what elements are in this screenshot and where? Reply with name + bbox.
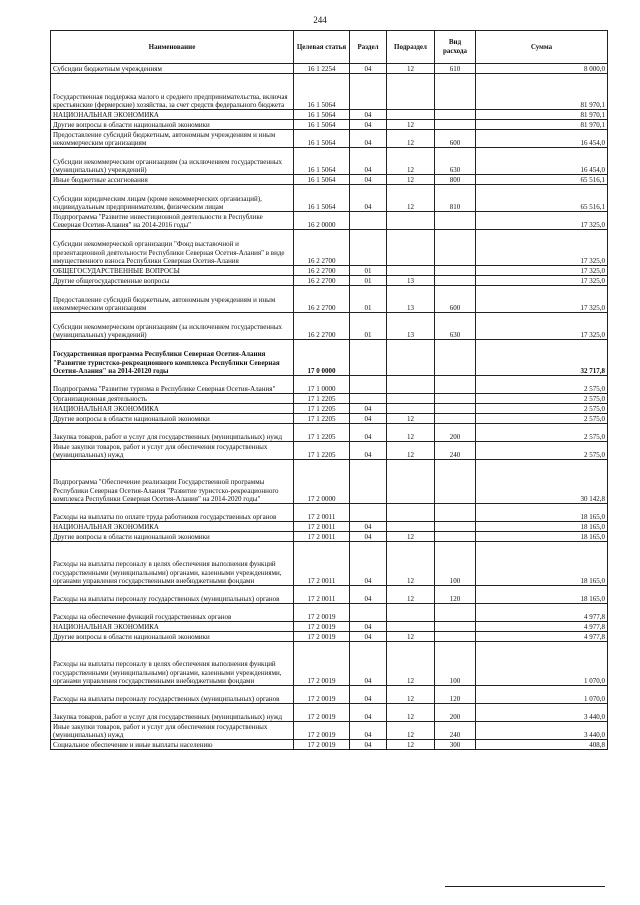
cell-expense-type: 120 — [435, 686, 476, 704]
cell-expense-type — [435, 604, 476, 622]
cell-section: 04 — [350, 722, 387, 740]
table-row — [51, 340, 608, 376]
cell-code: 17 2 0011 — [294, 522, 350, 532]
cell-expense-type — [435, 522, 476, 532]
cell-name: Государственная поддержка малого и среднего предпринимательства, включая крестьянские (фермерские) хозяйства, за счет средств федерального бюджета — [51, 74, 294, 110]
table-row — [51, 404, 608, 414]
cell-name: Расходы на выплаты персоналу государственных (муниципальных) органов — [51, 586, 294, 604]
cell-subsection — [387, 394, 435, 404]
cell-section — [350, 394, 387, 404]
cell-name: Другие общегосударственные вопросы — [51, 276, 294, 286]
cell-section: 04 — [350, 686, 387, 704]
cell-amount: 17 325,0 — [476, 230, 608, 266]
cell-expense-type — [435, 110, 476, 120]
cell-code: 16 2 2700 — [294, 313, 350, 340]
cell-expense-type — [435, 404, 476, 414]
cell-subsection — [387, 230, 435, 266]
cell-amount: 17 325,0 — [476, 212, 608, 230]
table-row — [51, 394, 608, 404]
table-row — [51, 586, 608, 604]
cell-name: Расходы на выплаты персоналу государственных (муниципальных) органов — [51, 686, 294, 704]
table-row — [51, 286, 608, 313]
cell-expense-type: 600 — [435, 286, 476, 313]
cell-expense-type — [435, 532, 476, 542]
cell-expense-type — [435, 622, 476, 632]
cell-section — [350, 604, 387, 622]
cell-code: 17 2 0011 — [294, 532, 350, 542]
cell-expense-type — [435, 74, 476, 110]
cell-expense-type: 800 — [435, 175, 476, 185]
cell-section: 04 — [350, 175, 387, 185]
cell-amount: 16 454,0 — [476, 130, 608, 148]
cell-expense-type — [435, 394, 476, 404]
cell-subsection — [387, 404, 435, 414]
cell-section: 04 — [350, 442, 387, 460]
cell-expense-type — [435, 414, 476, 424]
cell-code: 16 2 0000 — [294, 212, 350, 230]
cell-subsection: 12 — [387, 175, 435, 185]
table-row — [51, 424, 608, 442]
cell-subsection: 12 — [387, 130, 435, 148]
cell-name: Подпрограмма "Развитие инвестиционной деятельности в Республике Северная Осетия-Алания" на 2014-2016 годы" — [51, 212, 294, 230]
cell-amount: 65 516,1 — [476, 175, 608, 185]
cell-subsection: 12 — [387, 442, 435, 460]
cell-amount: 8 000,0 — [476, 64, 608, 74]
cell-name: Другие вопросы в области национальной экономики — [51, 414, 294, 424]
cell-amount: 2 575,0 — [476, 376, 608, 394]
cell-section: 04 — [350, 404, 387, 414]
cell-amount: 2 575,0 — [476, 424, 608, 442]
table-row — [51, 64, 608, 74]
cell-code: 17 2 0019 — [294, 622, 350, 632]
cell-subsection: 12 — [387, 642, 435, 686]
cell-expense-type: 200 — [435, 704, 476, 722]
cell-expense-type — [435, 504, 476, 522]
cell-section: 04 — [350, 740, 387, 750]
cell-subsection: 12 — [387, 686, 435, 704]
cell-amount: 4 977,8 — [476, 604, 608, 622]
cell-code: 17 2 0019 — [294, 686, 350, 704]
cell-code: 17 2 0019 — [294, 632, 350, 642]
cell-section: 04 — [350, 120, 387, 130]
cell-code: 16 2 2700 — [294, 286, 350, 313]
cell-section: 01 — [350, 286, 387, 313]
table-row — [51, 740, 608, 750]
cell-code: 17 1 2205 — [294, 394, 350, 404]
table-row — [51, 460, 608, 504]
cell-expense-type — [435, 266, 476, 276]
table-row — [51, 604, 608, 622]
table-row — [51, 642, 608, 686]
cell-name: Подпрограмма "Развитие туризма в Республике Северная Осетия-Алания" — [51, 376, 294, 394]
table-row — [51, 704, 608, 722]
cell-code: 17 2 0019 — [294, 740, 350, 750]
cell-code: 17 0 0000 — [294, 340, 350, 376]
cell-name: НАЦИОНАЛЬНАЯ ЭКОНОМИКА — [51, 110, 294, 120]
cell-code: 17 1 2205 — [294, 414, 350, 424]
header-name: Наименование — [51, 31, 294, 64]
table-row — [51, 266, 608, 276]
header-code: Целевая статья — [294, 31, 350, 64]
cell-subsection: 12 — [387, 120, 435, 130]
cell-name: Предоставление субсидий бюджетным, автономным учреждениям и иным некоммерческим организациям — [51, 130, 294, 148]
cell-name: Закупка товаров, работ и услуг для государственных (муниципальных) нужд — [51, 424, 294, 442]
cell-code: 17 2 0011 — [294, 504, 350, 522]
cell-amount: 17 325,0 — [476, 266, 608, 276]
cell-amount: 17 325,0 — [476, 313, 608, 340]
cell-code: 17 2 0019 — [294, 604, 350, 622]
cell-subsection: 12 — [387, 148, 435, 175]
cell-code: 17 2 0011 — [294, 586, 350, 604]
table-row — [51, 230, 608, 266]
cell-code: 16 1 2254 — [294, 64, 350, 74]
cell-code: 16 1 5064 — [294, 74, 350, 110]
table-row — [51, 632, 608, 642]
cell-code: 17 1 0000 — [294, 376, 350, 394]
cell-name: Субсидии некоммерческим организациям (за исключением государственных (муниципальных) учреждений) — [51, 313, 294, 340]
cell-subsection: 13 — [387, 286, 435, 313]
header-expense-type: Вид расхода — [435, 31, 476, 64]
cell-section: 04 — [350, 522, 387, 532]
cell-subsection — [387, 212, 435, 230]
cell-amount: 81 970,1 — [476, 110, 608, 120]
cell-expense-type: 200 — [435, 424, 476, 442]
cell-subsection: 12 — [387, 185, 435, 212]
cell-name: Государственная программа Республики Северная Осетия-Алания "Развитие туристско-рекреационного комплекса Республики Северная Осетия-Алания" на 2014-20120 годы — [51, 340, 294, 376]
table-row — [51, 376, 608, 394]
cell-name: Расходы на выплаты персоналу в целях обеспечения выполнения функций государственными (муниципальными) органами, казенными учреждениями, органами управления государственными внебюджетными фондами — [51, 642, 294, 686]
cell-section: 04 — [350, 532, 387, 542]
cell-amount: 2 575,0 — [476, 394, 608, 404]
cell-expense-type: 600 — [435, 130, 476, 148]
cell-amount: 18 165,0 — [476, 586, 608, 604]
table-row — [51, 414, 608, 424]
cell-expense-type: 630 — [435, 313, 476, 340]
header-amount: Сумма — [476, 31, 608, 64]
cell-section: 04 — [350, 642, 387, 686]
cell-name: Другие вопросы в области национальной экономики — [51, 632, 294, 642]
cell-name: НАЦИОНАЛЬНАЯ ЭКОНОМИКА — [51, 622, 294, 632]
table-row — [51, 130, 608, 148]
cell-code: 16 1 5064 — [294, 175, 350, 185]
cell-code: 17 1 2205 — [294, 404, 350, 414]
cell-subsection: 12 — [387, 632, 435, 642]
cell-name: Социальное обеспечение и иные выплаты населению — [51, 740, 294, 750]
cell-amount: 4 977,8 — [476, 622, 608, 632]
cell-section — [350, 212, 387, 230]
table-row — [51, 313, 608, 340]
cell-section: 04 — [350, 185, 387, 212]
cell-subsection: 12 — [387, 586, 435, 604]
cell-subsection: 12 — [387, 414, 435, 424]
table-body — [51, 64, 608, 750]
header-section: Раздел — [350, 31, 387, 64]
table-row — [51, 185, 608, 212]
cell-code: 17 1 2205 — [294, 442, 350, 460]
cell-section: 04 — [350, 542, 387, 586]
cell-section — [350, 376, 387, 394]
cell-name: Расходы на выплаты персоналу в целях обеспечения выполнения функций государственными (муниципальными) органами, казенными учреждениями, органами управления государственными внебюджетными фондами — [51, 542, 294, 586]
cell-name: Субсидии некоммерческой организации "Фонд выставочной и презентационной деятельности Республики Северная Осетия-Алания" в виде имущественного взноса Республики Северная Осетия-Алания — [51, 230, 294, 266]
cell-code: 17 2 0019 — [294, 722, 350, 740]
cell-subsection — [387, 266, 435, 276]
cell-amount: 17 325,0 — [476, 276, 608, 286]
cell-expense-type: 810 — [435, 185, 476, 212]
table-row — [51, 532, 608, 542]
cell-section: 04 — [350, 414, 387, 424]
page-number: 244 — [313, 15, 327, 25]
cell-subsection: 13 — [387, 276, 435, 286]
cell-code: 17 2 0000 — [294, 460, 350, 504]
cell-code: 16 1 5064 — [294, 120, 350, 130]
table-row — [51, 110, 608, 120]
cell-amount: 81 970,1 — [476, 120, 608, 130]
table-row — [51, 542, 608, 586]
cell-name: Другие вопросы в области национальной экономики — [51, 532, 294, 542]
cell-section — [350, 340, 387, 376]
cell-amount: 32 717,8 — [476, 340, 608, 376]
cell-amount: 3 440,0 — [476, 704, 608, 722]
cell-expense-type: 120 — [435, 586, 476, 604]
table-row — [51, 686, 608, 704]
cell-amount: 3 440,0 — [476, 722, 608, 740]
cell-expense-type — [435, 632, 476, 642]
cell-name: Подпрограмма "Обеспечение реализации Государственной программы Республики Северная Осетия-Алания "Развитие туристско-рекреационного комплекса Республики Северная Осетия-Алания" на 2014-2020 годы" — [51, 460, 294, 504]
cell-amount: 1 070,0 — [476, 686, 608, 704]
table-row — [51, 212, 608, 230]
cell-expense-type — [435, 340, 476, 376]
cell-amount: 18 165,0 — [476, 532, 608, 542]
cell-expense-type: 240 — [435, 722, 476, 740]
cell-name: Организационная деятельность — [51, 394, 294, 404]
cell-subsection: 12 — [387, 704, 435, 722]
table-row — [51, 120, 608, 130]
cell-expense-type: 300 — [435, 740, 476, 750]
cell-expense-type: 240 — [435, 442, 476, 460]
cell-subsection — [387, 376, 435, 394]
cell-expense-type — [435, 276, 476, 286]
cell-name: НАЦИОНАЛЬНАЯ ЭКОНОМИКА — [51, 404, 294, 414]
cell-section: 04 — [350, 424, 387, 442]
cell-subsection: 12 — [387, 542, 435, 586]
table-row — [51, 504, 608, 522]
cell-subsection — [387, 340, 435, 376]
cell-name: Расходы на обеспечение функций государственных органов — [51, 604, 294, 622]
cell-subsection: 12 — [387, 424, 435, 442]
cell-amount: 16 454,0 — [476, 148, 608, 175]
cell-code: 16 1 5064 — [294, 110, 350, 120]
cell-code: 16 1 5064 — [294, 130, 350, 148]
cell-amount: 81 970,1 — [476, 74, 608, 110]
cell-section — [350, 74, 387, 110]
cell-section: 04 — [350, 622, 387, 632]
cell-amount: 408,8 — [476, 740, 608, 750]
cell-amount: 65 516,1 — [476, 185, 608, 212]
cell-name: Другие вопросы в области национальной экономики — [51, 120, 294, 130]
cell-subsection: 12 — [387, 722, 435, 740]
header-subsection: Подраздел — [387, 31, 435, 64]
cell-expense-type — [435, 376, 476, 394]
cell-expense-type: 630 — [435, 148, 476, 175]
cell-name: ОБЩЕГОСУДАРСТВЕННЫЕ ВОПРОСЫ — [51, 266, 294, 276]
cell-subsection — [387, 460, 435, 504]
table-row — [51, 722, 608, 740]
cell-section: 04 — [350, 110, 387, 120]
table-row — [51, 74, 608, 110]
cell-amount: 4 977,8 — [476, 632, 608, 642]
cell-subsection: 12 — [387, 532, 435, 542]
cell-section: 01 — [350, 313, 387, 340]
cell-code: 17 2 0011 — [294, 542, 350, 586]
cell-section: 04 — [350, 148, 387, 175]
table-row — [51, 148, 608, 175]
cell-code: 16 2 2700 — [294, 266, 350, 276]
cell-subsection: 13 — [387, 313, 435, 340]
budget-table — [50, 30, 608, 750]
cell-code: 17 1 2205 — [294, 424, 350, 442]
cell-expense-type — [435, 460, 476, 504]
cell-section — [350, 460, 387, 504]
cell-amount: 1 070,0 — [476, 642, 608, 686]
cell-amount: 2 575,0 — [476, 404, 608, 414]
cell-subsection: 12 — [387, 740, 435, 750]
cell-section: 04 — [350, 586, 387, 604]
cell-amount: 18 165,0 — [476, 522, 608, 532]
cell-subsection — [387, 504, 435, 522]
cell-name: Субсидии юридическим лицам (кроме некоммерческих организаций), индивидуальным предпринимателям, физическим лицам — [51, 185, 294, 212]
table-row — [51, 175, 608, 185]
cell-expense-type: 100 — [435, 642, 476, 686]
cell-amount: 18 165,0 — [476, 542, 608, 586]
cell-expense-type — [435, 212, 476, 230]
cell-expense-type: 610 — [435, 64, 476, 74]
cell-name: Предоставление субсидий бюджетным, автономным учреждениям и иным некоммерческим организациям — [51, 286, 294, 313]
table-row — [51, 442, 608, 460]
cell-code: 16 2 2700 — [294, 276, 350, 286]
cell-expense-type: 100 — [435, 542, 476, 586]
cell-expense-type — [435, 230, 476, 266]
table-row — [51, 522, 608, 532]
cell-section: 04 — [350, 632, 387, 642]
cell-section: 04 — [350, 130, 387, 148]
cell-amount: 18 165,0 — [476, 504, 608, 522]
cell-section: 04 — [350, 704, 387, 722]
cell-section — [350, 504, 387, 522]
cell-section: 04 — [350, 64, 387, 74]
cell-name: Расходы на выплаты по оплате труда работников государственных органов — [51, 504, 294, 522]
cell-code: 17 2 0019 — [294, 704, 350, 722]
cell-name: Иные закупки товаров, работ и услуг для обеспечения государственных (муниципальных) нужд — [51, 442, 294, 460]
cell-code: 16 2 2700 — [294, 230, 350, 266]
cell-subsection — [387, 622, 435, 632]
cell-name: Иные закупки товаров, работ и услуг для обеспечения государственных (муниципальных) нужд — [51, 722, 294, 740]
cell-amount: 30 142,8 — [476, 460, 608, 504]
cell-name: Субсидии бюджетным учреждениям — [51, 64, 294, 74]
cell-amount: 2 575,0 — [476, 442, 608, 460]
table-row — [51, 622, 608, 632]
cell-name: Субсидии некоммерческим организациям (за исключением государственных (муниципальных) учреждений) — [51, 148, 294, 175]
cell-name: НАЦИОНАЛЬНАЯ ЭКОНОМИКА — [51, 522, 294, 532]
cell-code: 17 2 0019 — [294, 642, 350, 686]
cell-section — [350, 230, 387, 266]
cell-section: 01 — [350, 266, 387, 276]
cell-amount: 17 325,0 — [476, 286, 608, 313]
cell-name: Иные бюджетные ассигнования — [51, 175, 294, 185]
cell-subsection — [387, 604, 435, 622]
cell-code: 16 1 5064 — [294, 148, 350, 175]
table-row — [51, 276, 608, 286]
table-header-row — [51, 31, 608, 64]
cell-section: 01 — [350, 276, 387, 286]
cell-subsection: 12 — [387, 64, 435, 74]
cell-amount: 2 575,0 — [476, 414, 608, 424]
cell-code: 16 1 5064 — [294, 185, 350, 212]
cell-subsection — [387, 522, 435, 532]
cell-subsection — [387, 74, 435, 110]
cell-subsection — [387, 110, 435, 120]
cell-name: Закупка товаров, работ и услуг для государственных (муниципальных) нужд — [51, 704, 294, 722]
cell-expense-type — [435, 120, 476, 130]
footer-rule — [445, 886, 605, 887]
